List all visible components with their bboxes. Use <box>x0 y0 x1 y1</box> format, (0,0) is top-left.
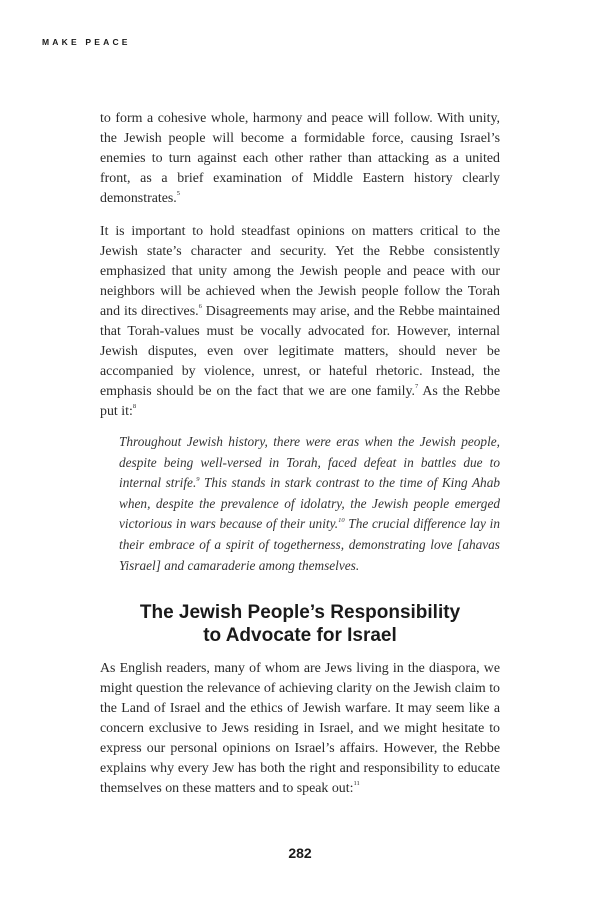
section-heading-line-2: to Advocate for Israel <box>203 625 397 646</box>
page-number: 282 <box>288 845 312 861</box>
footnote-marker[interactable]: 7 <box>415 383 419 391</box>
footnote-marker[interactable]: 10 <box>338 516 345 524</box>
body-paragraph-3 <box>100 659 500 799</box>
footnote-marker[interactable]: 8 <box>132 403 137 411</box>
paragraph-text: to form a cohesive whole, harmony and peace will follow. With unity, the Jewish people will become a formidable force, causing Israel’s enemies to turn against each other rather than attacking as a united front, as a brief examination of Middle Eastern history clearly demonstrates. <box>100 111 500 206</box>
paragraph-text: As English readers, many of whom are Jews living in the diaspora, we might question the relevance of achieving clarity on the Jewish claim to the Land of Israel and the ethics of Jewish warfare. It may seem like a concern exclusive to Jews residing in Israel, and we might hesitate to express our personal opinions on Israel’s affairs. However, the Rebbe explains why every Jew has both the right and responsibility to educate themselves on these matters and to speak out: <box>100 661 500 796</box>
footnote-marker[interactable]: 9 <box>196 475 200 483</box>
quote-text: This stands in stark contrast to the time of King Ahab when, despite the prevalence of idolatry, the Jewish people emerged victorious in wars because of their unity. <box>119 475 501 532</box>
quote-text: The crucial difference lay in their embrace of a spirit of togetherness, demonstrating love [ahavas Yisrael] and camaraderie among themselves. <box>119 516 500 573</box>
body-paragraph-2 <box>100 222 500 422</box>
block-quote <box>119 432 500 576</box>
section-heading <box>100 601 500 647</box>
paragraph-text: It is important to hold steadfast opinions on matters critical to the Jewish state’s character and security. Yet the Rebbe consistently emphasized that unity among the Jewish people and peace with our neighbors will be achieved when the Jewish people follow the Torah and its directives. <box>100 224 500 319</box>
footnote-marker[interactable]: 11 <box>353 780 360 788</box>
paragraph-text: Disagreements may arise, and the Rebbe maintained that Torah-values must be vocally advocated for. However, internal Jewish disputes, even over legitimate matters, should never be accompanied by violence, unrest, or hateful rhetoric. Instead, the emphasis should be on the fact that we are one family. <box>100 304 500 399</box>
quote-text: Throughout Jewish history, there were eras when the Jewish people, despite being well-versed in Torah, faced defeat in battles due to internal strife. <box>119 434 500 491</box>
footnote-marker[interactable]: 5 <box>176 190 181 198</box>
paragraph-text: As the Rebbe put it: <box>100 384 500 419</box>
footnote-marker[interactable]: 6 <box>198 303 202 311</box>
section-heading-line-1: The Jewish People’s Responsibility <box>139 602 461 623</box>
running-head: MAKE PEACE <box>42 37 131 47</box>
body-paragraph-1 <box>100 109 500 209</box>
